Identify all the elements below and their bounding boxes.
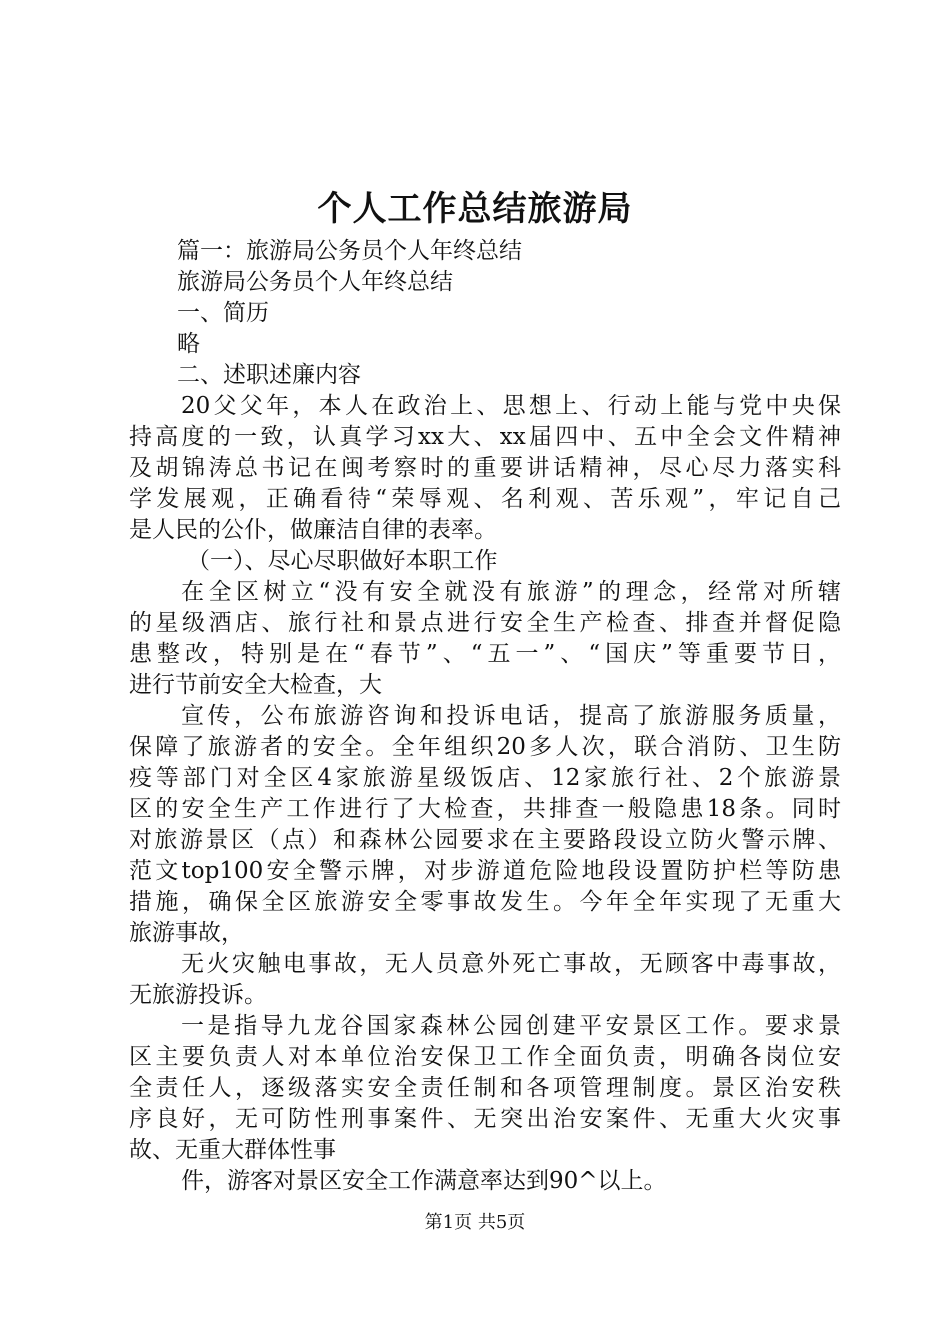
text-line: 保障了旅游者的安全。全年组织20多人次，联合消防、卫生防 <box>129 734 841 760</box>
page-footer: 第1页 共5页 <box>424 1212 526 1233</box>
text-line: 故、无重大群体性事 <box>129 1137 336 1163</box>
text-line: 持高度的一致，认真学习xx大、xx届四中、五中全会文件精神 <box>129 424 841 450</box>
text-line: 旅游事故， <box>129 920 244 946</box>
text-line: 二、述职述廉内容 <box>177 362 361 388</box>
text-line: 区主要负责人对本单位治安保卫工作全面负责，明确各岗位安 <box>129 1044 841 1070</box>
text-line: 篇一：旅游局公务员个人年终总结 <box>177 238 522 264</box>
text-line: 患整改，特别是在“春节”、“五一”、“国庆”等重要节日， <box>129 641 841 667</box>
section-heading: （一）、尽心尽职做好本职工作 <box>187 548 498 574</box>
text-line: 件，游客对景区安全工作满意率达到90^以上。 <box>181 1168 667 1194</box>
document-body <box>129 236 841 1197</box>
text-line: 是人民的公仆，做廉洁自律的表率。 <box>129 517 497 543</box>
text-line: 宣传，公布旅游咨询和投诉电话，提高了旅游服务质量， <box>181 703 841 729</box>
text-line: 全责任人，逐级落实安全责任制和各项管理制度。景区治安秩 <box>129 1075 841 1101</box>
text-line: 一是指导九龙谷国家森林公园创建平安景区工作。要求景 <box>181 1013 841 1039</box>
text-line: 无火灾触电事故，无人员意外死亡事故，无顾客中毒事故， <box>181 951 841 977</box>
text-line: 及胡锦涛总书记在闽考察时的重要讲话精神，尽心尽力落实科 <box>129 455 841 481</box>
text-line: 一、简历 <box>177 300 269 326</box>
text-line: 疫等部门对全区4家旅游星级饭店、12家旅行社、2个旅游景 <box>129 765 841 791</box>
text-line: 在全区树立“没有安全就没有旅游”的理念，经常对所辖 <box>181 579 841 605</box>
text-line: 对旅游景区（点）和森林公园要求在主要路段设立防火警示牌、 <box>129 827 841 853</box>
text-line: 20父父年，本人在政治上、思想上、行动上能与党中央保 <box>181 393 841 419</box>
document-title: 个人工作总结旅游局 <box>317 189 633 229</box>
text-line: 进行节前安全大检查，大 <box>129 672 382 698</box>
text-line: 区的安全生产工作进行了大检查，共排查一般隐患18条。同时 <box>129 796 841 822</box>
text-line: 旅游局公务员个人年终总结 <box>177 269 453 295</box>
text-line: 的星级酒店、旅行社和景点进行安全生产检查、排查并督促隐 <box>129 610 841 636</box>
text-line: 学发展观，正确看待“荣辱观、名利观、苦乐观”，牢记自己 <box>129 486 841 512</box>
text-line: 略 <box>177 331 200 357</box>
text-line: 无旅游投诉。 <box>129 982 267 1008</box>
text-line: 措施，确保全区旅游安全零事故发生。今年全年实现了无重大 <box>129 889 841 915</box>
text-line: 序良好，无可防性刑事案件、无突出治安案件、无重大火灾事 <box>129 1106 841 1132</box>
text-line: 范文top100安全警示牌，对步游道危险地段设置防护栏等防患 <box>129 858 841 884</box>
